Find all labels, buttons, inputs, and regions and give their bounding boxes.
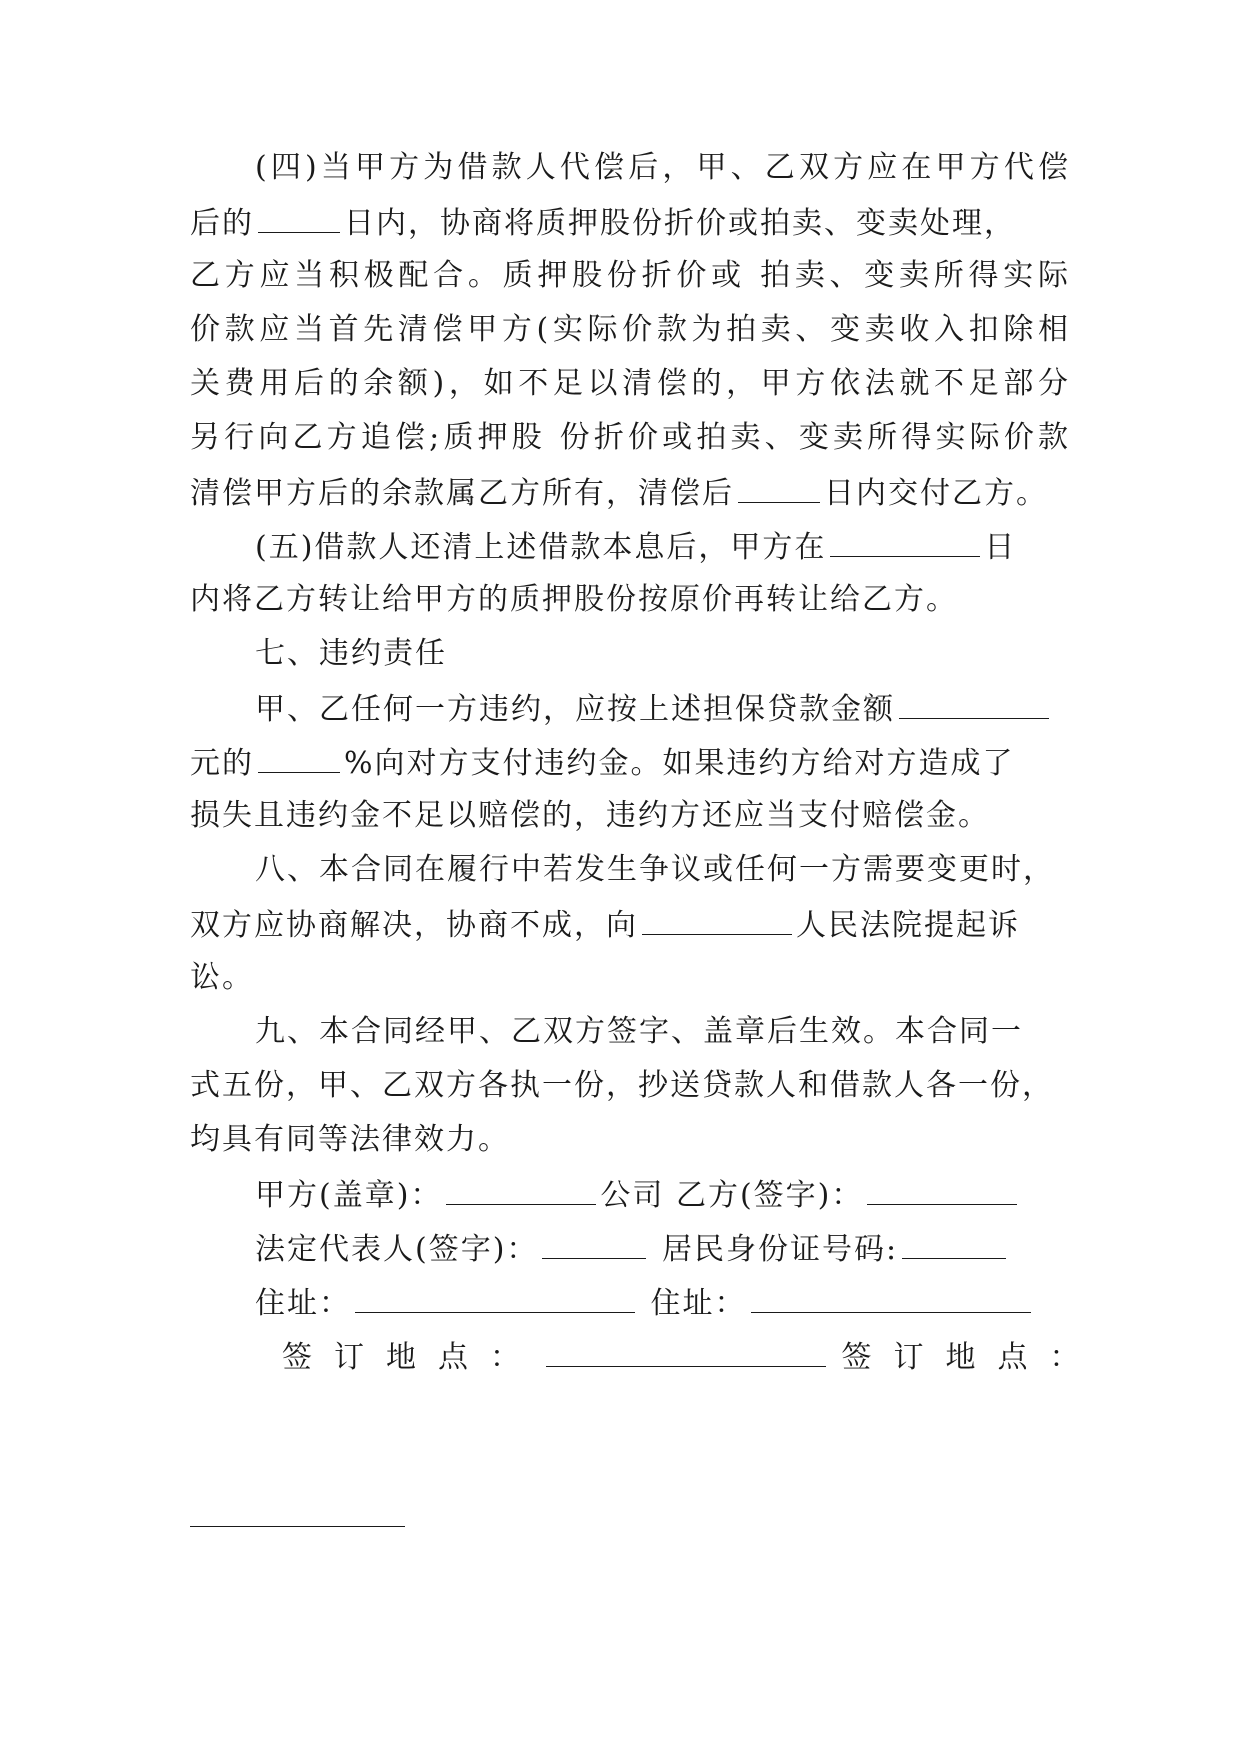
place-a-blank[interactable] [546,1332,826,1367]
s8-line-2 [190,900,1070,948]
text: %向对方支付违约金。如果违约方给对方造成了 [344,746,1015,781]
heading: 七、违约责任 [255,636,447,671]
party-a-seal-label: 甲方(盖章)： [255,1178,443,1213]
text: 关费用后的余额)，如不足以清偿的，甲方依法就不足部分 [190,366,1070,401]
signature-line-2 [255,1224,1070,1272]
text: 清偿甲方后的余款属乙方所有，清偿后 [190,476,734,511]
s7-line-2 [190,738,1070,786]
section-7-heading [255,630,1070,678]
p4-line-6 [190,414,1070,462]
place-b-blank[interactable] [190,1526,405,1527]
party-b-sign-label: 乙方(签字)： [675,1178,864,1213]
p4-line-2 [190,198,1070,246]
text: (五)借款人还清上述借款本息后，甲方在 [255,530,827,565]
text: 后的 [190,206,254,241]
place-b-label: 签订地点： [841,1340,1102,1375]
blank-days[interactable] [830,522,980,557]
text: 甲、乙任何一方违约，应按上述担保贷款金额 [255,692,895,727]
party-b-blank[interactable] [867,1170,1017,1205]
signature-line-3 [255,1278,1070,1326]
address-a-blank[interactable] [355,1278,635,1313]
p4-line-5 [190,360,1070,408]
text: 讼。 [190,960,254,995]
legal-rep-label: 法定代表人(签字)： [255,1232,539,1267]
blank-days[interactable] [258,198,340,233]
text: 内将乙方转让给甲方的质押股份按原价再转让给乙方。 [190,582,958,617]
p5-line-1 [255,522,1070,570]
p4-line-7 [190,468,1070,516]
id-number-blank[interactable] [902,1224,1006,1259]
text: 元的 [190,746,254,781]
address-a-label: 住址： [255,1286,351,1321]
p5-line-2 [190,576,1070,624]
blank-percent[interactable] [258,738,340,773]
text: (四)当甲方为借款人代偿后，甲、乙双方应在甲方代偿 [255,150,1070,185]
place-a-label: 签订地点： [282,1340,542,1375]
text: 价款应当首先清偿甲方(实际价款为拍卖、变卖收入扣除相 [190,312,1070,347]
party-a-blank[interactable] [446,1170,596,1205]
p4-line-4 [190,306,1070,354]
text: 八、本合同在履行中若发生争议或任何一方需要变更时， [255,852,1055,887]
p4-line-1 [255,144,1070,192]
address-b-label: 住址： [650,1286,747,1321]
text: 均具有同等法律效力。 [190,1122,510,1157]
signature-line-4 [282,1332,1102,1380]
s7-line-1 [255,684,1070,732]
s9-line-2 [190,1062,1070,1110]
s9-line-3 [190,1116,1070,1164]
text: 另行向乙方追偿;质押股 份折价或拍卖、变卖所得实际价款 [190,420,1070,455]
p4-line-3 [190,252,1070,300]
company-label: 公司 [600,1178,665,1213]
text: 人民法院提起诉 [796,908,1020,943]
s9-line-1 [255,1008,1070,1056]
s8-line-1 [255,846,1070,894]
s8-line-3 [190,954,1070,1002]
text: 九、本合同经甲、乙双方签字、盖章后生效。本合同一 [255,1014,1023,1049]
signature-line-1 [255,1170,1070,1218]
s7-line-3 [190,792,1070,840]
text: 日 [984,530,1017,565]
legal-rep-blank[interactable] [542,1224,646,1259]
text: 日内，协商将质押股份折价或拍卖、变卖处理， [344,206,1016,241]
text: 损失且违约金不足以赔偿的，违约方还应当支付赔偿金。 [190,798,990,833]
text: 双方应协商解决，协商不成，向 [190,908,638,943]
blank-amount[interactable] [899,684,1049,719]
blank-court[interactable] [642,900,792,935]
address-b-blank[interactable] [751,1278,1031,1313]
text: 式五份，甲、乙双方各执一份，抄送贷款人和借款人各一份， [190,1068,1054,1103]
text: 乙方应当积极配合。质押股份折价或 拍卖、变卖所得实际 [190,258,1070,293]
id-number-label: 居民身份证号码: [661,1232,899,1267]
blank-days[interactable] [738,468,820,503]
text: 日内交付乙方。 [824,476,1048,511]
